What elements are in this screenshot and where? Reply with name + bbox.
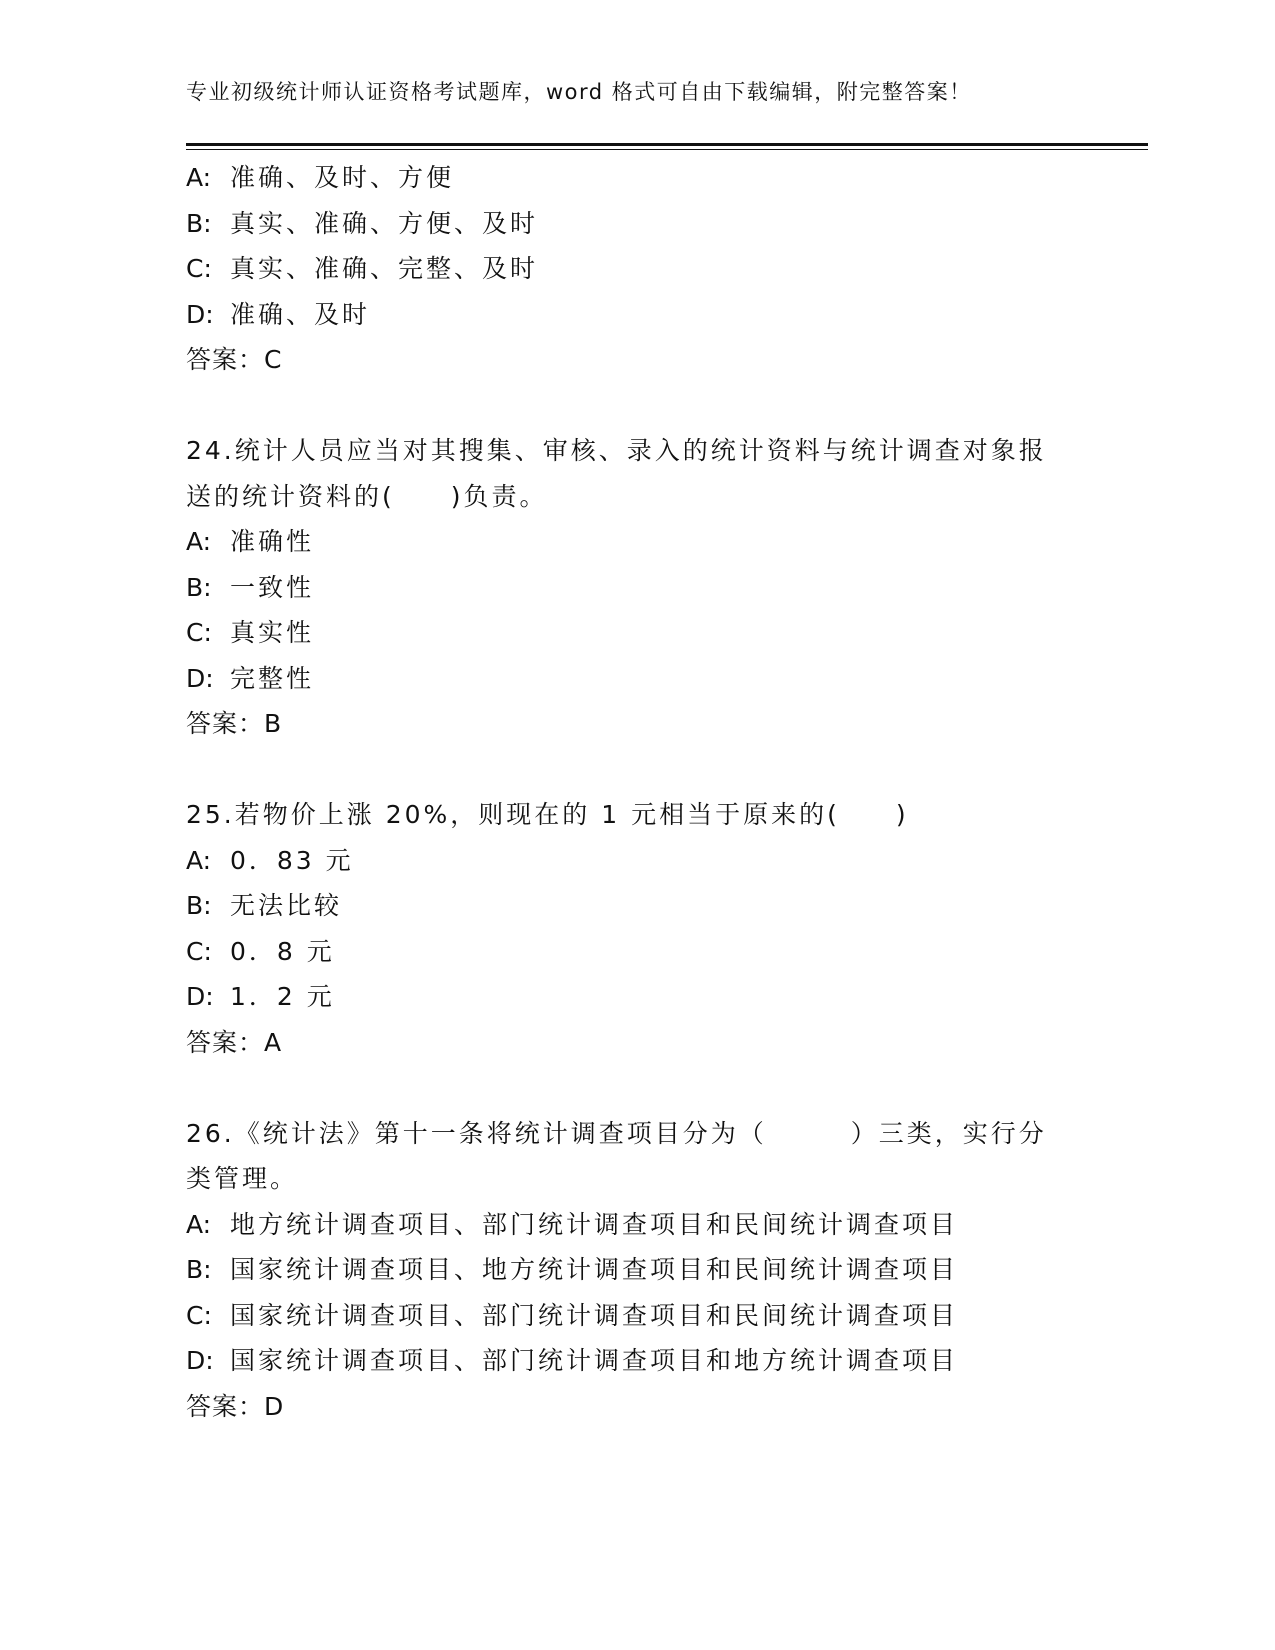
option-c bbox=[186, 1293, 1086, 1339]
option-d bbox=[186, 656, 1086, 702]
option-letter: C: bbox=[186, 618, 212, 647]
option-letter: A: bbox=[186, 845, 212, 875]
option-letter: D: bbox=[186, 982, 214, 1011]
option-d bbox=[186, 974, 1086, 1020]
question-text-line: 类管理。 bbox=[186, 1164, 299, 1193]
exam-content bbox=[186, 155, 1086, 1429]
option-text: 一致性 bbox=[230, 572, 315, 602]
option-text: 国家统计调查项目、部门统计调查项目和民间统计调查项目 bbox=[230, 1300, 959, 1330]
option-text: 0．8 元 bbox=[230, 936, 335, 966]
option-text: 真实、准确、方便、及时 bbox=[230, 208, 539, 238]
option-a bbox=[186, 519, 1086, 565]
answer-line: 答案：B bbox=[186, 709, 283, 738]
option-letter: D: bbox=[186, 1346, 214, 1375]
option-letter: B: bbox=[186, 1255, 212, 1284]
option-letter: C: bbox=[186, 1300, 212, 1330]
header-divider bbox=[186, 143, 1148, 150]
option-b bbox=[186, 201, 1086, 247]
question-26-block bbox=[186, 1111, 1086, 1430]
option-letter: A: bbox=[186, 1209, 212, 1239]
spacer bbox=[186, 383, 1086, 429]
page-header: 专业初级统计师认证资格考试题库，word 格式可自由下载编辑，附完整答案！ bbox=[186, 80, 972, 104]
question-text-line: 26.《统计法》第十一条将统计调查项目分为（ ）三类，实行分 bbox=[186, 1118, 1047, 1148]
option-letter: C: bbox=[186, 936, 212, 966]
option-letter: C: bbox=[186, 254, 212, 283]
option-letter: D: bbox=[186, 299, 214, 329]
option-a bbox=[186, 838, 1086, 884]
option-a bbox=[186, 1202, 1086, 1248]
question-23-block bbox=[186, 155, 1086, 383]
option-letter: B: bbox=[186, 572, 212, 602]
option-letter: A: bbox=[186, 163, 212, 192]
option-text: 国家统计调查项目、部门统计调查项目和地方统计调查项目 bbox=[230, 1346, 959, 1375]
option-c bbox=[186, 929, 1086, 975]
option-d bbox=[186, 292, 1086, 338]
question-text-line: 24.统计人员应当对其搜集、审核、录入的统计资料与统计调查对象报 bbox=[186, 436, 1047, 465]
option-text: 准确、及时、方便 bbox=[230, 163, 455, 192]
question-text-line: 送的统计资料的( )负责。 bbox=[186, 481, 548, 511]
option-c bbox=[186, 610, 1086, 656]
option-letter: A: bbox=[186, 527, 212, 556]
option-b bbox=[186, 1247, 1086, 1293]
option-letter: B: bbox=[186, 891, 212, 920]
option-letter: B: bbox=[186, 208, 212, 238]
option-text: 1．2 元 bbox=[230, 982, 335, 1011]
answer-line: 答案：C bbox=[186, 345, 283, 374]
answer-line: 答案：D bbox=[186, 1391, 285, 1421]
option-letter: D: bbox=[186, 663, 214, 693]
spacer bbox=[186, 747, 1086, 793]
question-text-line: 25.若物价上涨 20%，则现在的 1 元相当于原来的( ) bbox=[186, 800, 909, 829]
option-d bbox=[186, 1338, 1086, 1384]
option-text: 准确、及时 bbox=[230, 299, 371, 329]
option-text: 完整性 bbox=[230, 663, 315, 693]
option-b bbox=[186, 565, 1086, 611]
option-text: 真实、准确、完整、及时 bbox=[230, 254, 539, 283]
option-text: 准确性 bbox=[230, 527, 315, 556]
question-25-block bbox=[186, 792, 1086, 1065]
option-b bbox=[186, 883, 1086, 929]
option-text: 0．83 元 bbox=[230, 845, 354, 875]
option-text: 真实性 bbox=[230, 618, 315, 647]
option-text: 国家统计调查项目、地方统计调查项目和民间统计调查项目 bbox=[230, 1255, 959, 1284]
answer-line: 答案：A bbox=[186, 1027, 283, 1057]
spacer bbox=[186, 1065, 1086, 1111]
option-c bbox=[186, 246, 1086, 292]
option-a bbox=[186, 155, 1086, 201]
question-24-block bbox=[186, 428, 1086, 747]
option-text: 无法比较 bbox=[230, 891, 343, 920]
option-text: 地方统计调查项目、部门统计调查项目和民间统计调查项目 bbox=[230, 1209, 959, 1239]
